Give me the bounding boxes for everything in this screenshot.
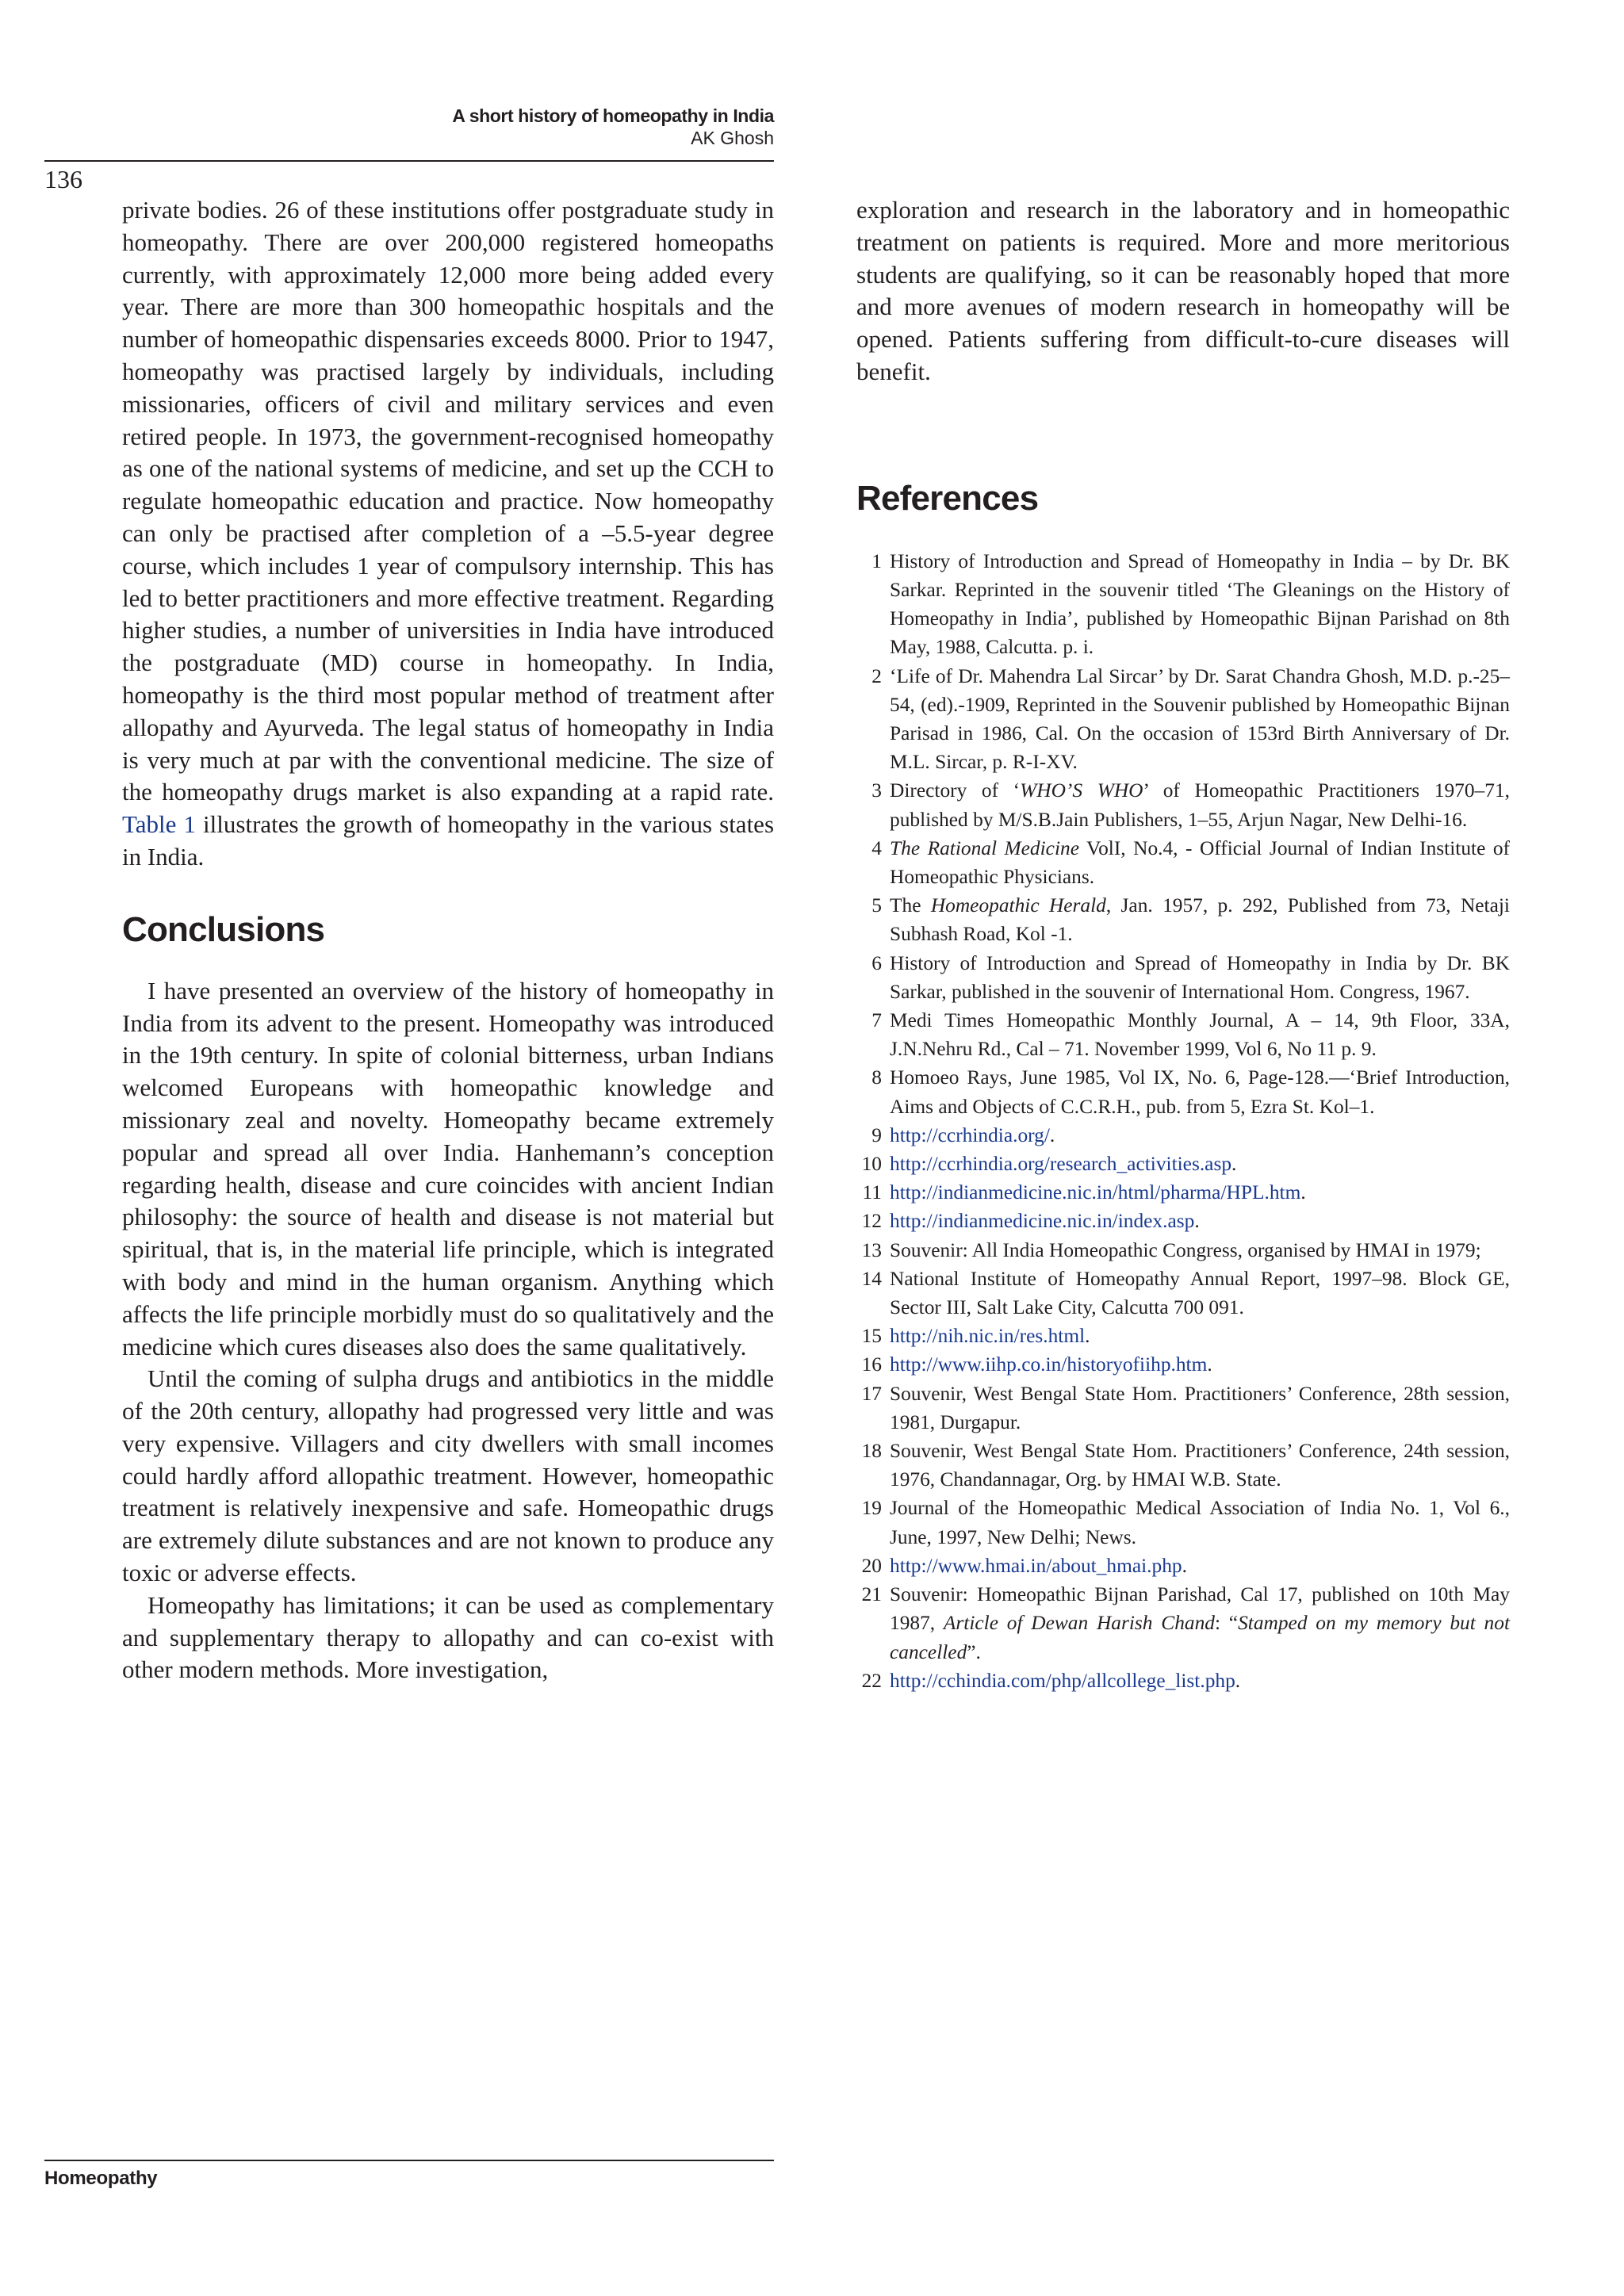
reference-link[interactable]: http://www.hmai.in/about_hmai.php bbox=[890, 1554, 1182, 1577]
reference-number: 3 bbox=[871, 779, 882, 802]
reference-item bbox=[856, 1437, 1510, 1494]
reference-text: ‘Life of Dr. Mahendra Lal Sircar’ by Dr. Sarat Chandra Ghosh, M.D. p.-25–54, (ed).-1909, Reprinted in the Souvenir published by Homeopathic Bijnan Parisad in 1986, Cal. On the occasion of 153rd Birth Anniversary of Dr. M.L. Sircar, p. R-I-XV. bbox=[890, 664, 1510, 774]
reference-item bbox=[856, 1236, 1510, 1265]
reference-text: Homoeo Rays, June 1985, Vol IX, No. 6, Page-128.—‘Brief Introduction, Aims and Objects of C.C.R.H., pub. from 5, Ezra St. Kol–1. bbox=[890, 1066, 1510, 1118]
reference-number: 21 bbox=[861, 1583, 882, 1606]
reference-link[interactable]: http://ccrhindia.org/ bbox=[890, 1123, 1050, 1146]
body-paragraph: Until the coming of sulpha drugs and antibiotics in the middle of the 20th century, allopathy had progressed very little and was very expensive. Villagers and city dwellers with small incomes could hardly afford allopathic treatment. However, homeopathic treatment is relatively inexpensive and safe. Homeopathic drugs are extremely dilute substances and are not known to produce any toxic or adverse effects. bbox=[122, 1364, 774, 1587]
reference-number: 19 bbox=[861, 1497, 882, 1520]
reference-text: ”. bbox=[967, 1640, 981, 1663]
reference-item bbox=[856, 1063, 1510, 1120]
reference-item bbox=[856, 1207, 1510, 1235]
reference-item bbox=[856, 891, 1510, 948]
reference-number: 9 bbox=[871, 1123, 882, 1146]
reference-text: The bbox=[890, 894, 931, 917]
reference-text: Medi Times Homeopathic Monthly Journal, A – 14, 9th Floor, 33A, J.N.Nehru Rd., Cal – 71. November 1999, Vol 6, No 11 p. 9. bbox=[890, 1009, 1510, 1061]
reference-number: 6 bbox=[871, 951, 882, 974]
reference-item bbox=[856, 1580, 1510, 1667]
reference-item bbox=[856, 776, 1510, 833]
reference-number: 11 bbox=[862, 1181, 882, 1204]
running-head-title: A short history of homeopathy in India bbox=[452, 105, 774, 126]
left-column bbox=[122, 194, 774, 1686]
reference-link[interactable]: http://indianmedicine.nic.in/html/pharma/HPL.htm bbox=[890, 1181, 1301, 1204]
reference-item bbox=[856, 547, 1510, 662]
reference-item bbox=[856, 1494, 1510, 1551]
footer-rule bbox=[44, 2160, 774, 2161]
reference-text: Souvenir: All India Homeopathic Congress, organised by HMAI in 1979; bbox=[890, 1238, 1481, 1261]
running-head bbox=[452, 105, 774, 149]
reference-link[interactable]: http://www.iihp.co.in/historyofiihp.htm bbox=[890, 1353, 1208, 1376]
reference-text: Journal of the Homeopathic Medical Association of India No. 1, Vol 6., June, 1997, New Delhi; News. bbox=[890, 1497, 1510, 1548]
reference-italic-text: Article of Dewan Harish Chand bbox=[943, 1612, 1215, 1635]
body-text: illustrates the growth of homeopathy in the various states in India. bbox=[122, 810, 775, 871]
reference-number: 4 bbox=[871, 836, 882, 859]
body-text: private bodies. 26 of these institutions offer postgraduate study in homeopathy. There are over 200,000 registered homeopaths currently, with approximately 12,000 more being added every year. There are more than 300 homeopathic hospitals and the number of homeopathic dispensaries exceeds 8000. Prior to 1947, homeopathy was practised largely by individuals, including missionaries, officers of civil and military services and even retired people. In 1973, the government-recognised homeopathy as one of the national systems of medicine, and set up the CCH to regulate homeopathic education and practice. Now homeopathy can only be practised after completion of a –5.5-year degree course, which includes 1 year of compulsory internship. This has led to better practitioners and more effective treatment. Regarding higher studies, a number of universities in India have introduced the postgraduate (MD) course in homeopathy. In India, homeopathy is the third most popular method of treatment after allopathy and Ayurveda. The legal status of homeopathy in India is very much at par with the conventional medicine. The size of the homeopathy drugs market is also expanding at a rapid rate. bbox=[122, 196, 774, 806]
reference-number: 16 bbox=[861, 1353, 882, 1376]
reference-number: 10 bbox=[861, 1153, 882, 1176]
reference-text: . bbox=[1235, 1669, 1241, 1692]
reference-text: Souvenir, West Bengal State Hom. Practitioners’ Conference, 24th session, 1976, Chandannagar, Org. by HMAI W.B. State. bbox=[890, 1440, 1510, 1491]
reference-item bbox=[856, 1322, 1510, 1350]
reference-text: History of Introduction and Spread of Homeopathy in India by Dr. BK Sarkar, published in the souvenir of International Hom. Congress, 1967. bbox=[890, 951, 1510, 1003]
reference-text: . bbox=[1182, 1554, 1187, 1577]
right-column bbox=[856, 194, 1510, 1695]
journal-name: Homeopathy bbox=[44, 2168, 158, 2189]
reference-item bbox=[856, 1380, 1510, 1437]
reference-text: . bbox=[1231, 1153, 1237, 1176]
reference-text: . bbox=[1085, 1325, 1090, 1348]
reference-link[interactable]: http://indianmedicine.nic.in/index.asp bbox=[890, 1210, 1195, 1233]
reference-number: 8 bbox=[871, 1066, 882, 1089]
references-heading: References bbox=[856, 478, 1039, 518]
reference-number: 22 bbox=[861, 1669, 882, 1692]
reference-item bbox=[856, 949, 1510, 1006]
reference-text: , Jan. 1957, p. 292, Published from 73, Netaji Subhash Road, Kol -1. bbox=[890, 894, 1510, 946]
references-list bbox=[856, 547, 1510, 1695]
reference-link[interactable]: http://nih.nic.in/res.html bbox=[890, 1325, 1086, 1348]
reference-italic-text: WHO’S WHO bbox=[1020, 779, 1143, 802]
reference-item bbox=[856, 1265, 1510, 1322]
reference-text: VolI, No.4, - Official Journal of Indian Institute of Homeopathic Physicians. bbox=[890, 836, 1511, 889]
reference-number: 18 bbox=[861, 1440, 882, 1463]
reference-text: National Institute of Homeopathy Annual Report, 1997–98. Block GE, Sector III, Salt Lake City, Calcutta 700 091. bbox=[890, 1267, 1510, 1319]
reference-text: Directory of ‘ bbox=[890, 779, 1021, 802]
reference-item bbox=[856, 1350, 1510, 1379]
conclusions-heading: Conclusions bbox=[122, 909, 325, 949]
reference-text: Souvenir, West Bengal State Hom. Practitioners’ Conference, 28th session, 1981, Durgapur. bbox=[890, 1382, 1510, 1433]
reference-number: 17 bbox=[861, 1382, 882, 1405]
reference-number: 5 bbox=[871, 894, 882, 917]
table-1-link[interactable]: Table 1 bbox=[122, 810, 196, 839]
reference-text: Souvenir: Homeopathic Bijnan Parishad, Cal 17, published on 10th May 1987, bbox=[890, 1583, 1510, 1635]
reference-text: History of Introduction and Spread of Homeopathy in India – by Dr. BK Sarkar. Reprinted in the souvenir titled ‘The Gleanings on the History of Homeopathy in India’, published by Homeopathic Bijnan Parishad on 8th May, 1988, Calcutta. p. i. bbox=[890, 549, 1510, 659]
body-paragraph bbox=[122, 194, 774, 874]
body-paragraph: exploration and research in the laboratory and in homeopathic treatment on patients is required. More and more meritorious students are qualifying, so it can be reasonably hoped that more and more avenues of modern research in homeopathy will be opened. Patients suffering from difficult-to-cure diseases will benefit. bbox=[856, 196, 1510, 385]
reference-item bbox=[856, 1150, 1510, 1178]
reference-number: 20 bbox=[861, 1554, 882, 1577]
reference-number: 2 bbox=[871, 664, 882, 687]
reference-text: . bbox=[1300, 1181, 1306, 1204]
body-paragraph: Homeopathy has limitations; it can be used as complementary and supplementary therapy to allopathy and can co-exist with other modern methods. More investigation, bbox=[122, 1590, 774, 1684]
reference-number: 15 bbox=[861, 1325, 882, 1348]
reference-item bbox=[856, 1178, 1510, 1207]
reference-link[interactable]: http://cchindia.com/php/allcollege_list.php bbox=[890, 1669, 1235, 1692]
reference-item bbox=[856, 1552, 1510, 1580]
reference-item bbox=[856, 1121, 1510, 1150]
reference-item bbox=[856, 1006, 1510, 1063]
reference-item bbox=[856, 662, 1510, 777]
reference-italic-text: Homeopathic Herald bbox=[930, 894, 1106, 917]
reference-number: 12 bbox=[861, 1210, 882, 1233]
reference-link[interactable]: http://ccrhindia.org/research_activities.asp bbox=[890, 1153, 1232, 1176]
reference-item bbox=[856, 834, 1510, 891]
running-head-author: AK Ghosh bbox=[691, 128, 774, 148]
reference-text: . bbox=[1194, 1210, 1200, 1233]
reference-number: 14 bbox=[861, 1267, 882, 1290]
reference-number: 13 bbox=[861, 1238, 882, 1261]
reference-text: : “ bbox=[1214, 1612, 1239, 1635]
reference-italic-text: The Rational Medicine bbox=[890, 836, 1079, 859]
reference-item bbox=[856, 1667, 1510, 1695]
reference-text: . bbox=[1049, 1123, 1055, 1146]
reference-number: 7 bbox=[871, 1009, 882, 1032]
reference-text: . bbox=[1207, 1353, 1212, 1376]
reference-number: 1 bbox=[871, 549, 882, 572]
body-paragraph: I have presented an overview of the history of homeopathy in India from its advent to the present. Homeopathy was introduced in the 19th century. In spite of colonial bitterness, urban Indians welcomed Europeans with homeopathic knowledge and missionary zeal and novelty. Homeopathy became extremely popular and spread all over India. Hanhemann’s conception regarding health, disease and cure coincides with ancient Indian philosophy: the source of health and disease is not material but spiritual, that is, in the material life principle, which is integrated with body and mind in the human organism. Anything which affects the life principle morbidly must do so qualitatively and the medicine which cures diseases also does the same qualitatively. bbox=[122, 976, 774, 1360]
header-rule bbox=[44, 160, 774, 162]
reference-italic-text: Stamped on my memory but not cancelled bbox=[890, 1612, 1510, 1663]
page-number: 136 bbox=[44, 165, 82, 193]
reference-text: ’ of Homeopathic Practitioners 1970–71, published by M/S.B.Jain Publishers, 1–55, Arjun Nagar, New Delhi-16. bbox=[890, 779, 1510, 831]
